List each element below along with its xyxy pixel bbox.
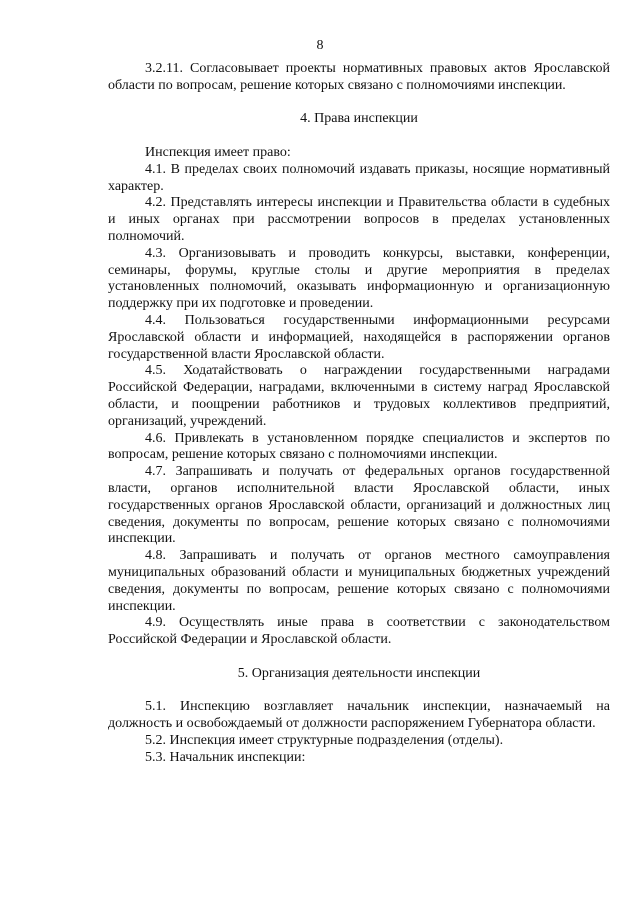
- section-5-heading: 5. Организация деятельности инспекции: [237, 665, 481, 681]
- item-4-6: 4.6. Привлекать в установленном порядке специалистов и экспертов по вопросам, решение которых связано с полномочиями инспекции.: [108, 430, 610, 463]
- paragraph-3-2-11: 3.2.11. Согласовывает проекты нормативных правовых актов Ярославской области по вопросам, решение которых связано с полномочиями инспекции.: [108, 61, 610, 93]
- page-number: 8: [316, 38, 324, 53]
- item-4-1: 4.1. В пределах своих полномочий издавать приказы, носящие нормативный характер.: [108, 161, 610, 194]
- rights-intro: Инспекция имеет право:: [145, 144, 291, 160]
- item-4-9: 4.9. Осуществлять иные права в соответствии с законодательством Российской Федерации и Ярославской области.: [108, 615, 610, 648]
- item-5-3: 5.3. Начальник инспекции:: [145, 749, 306, 765]
- section-4-heading: 4. Права инспекции: [300, 111, 418, 127]
- item-5-1: 5.1. Инспекцию возглавляет начальник инспекции, назначаемый на должность и освобождаемый от должности распоряжением Губернатора области.: [108, 699, 610, 732]
- item-5-2: 5.2. Инспекция имеет структурные подразделения (отделы).: [145, 732, 504, 748]
- document-body: [108, 61, 610, 766]
- item-4-8: 4.8. Запрашивать и получать от органов местного самоуправления муниципальных образований области и муниципальных бюджетных учреждений сведения, документы по вопросам, решение которых связано с полномочиями инспекции.: [108, 548, 610, 614]
- item-4-3: 4.3. Организовывать и проводить конкурсы, выставки, конференции, семинары, форумы, круглые столы и другие мероприятия в пределах установленных полномочий, оказывать информационную и организационную поддержку при их подготовке и проведении.: [108, 245, 610, 312]
- item-4-4: 4.4. Пользоваться государственными информационными ресурсами Ярославской области и информацией, находящейся в распоряжении органов государственной власти Ярославской области.: [108, 312, 610, 362]
- item-4-2: 4.2. Представлять интересы инспекции и Правительства области в судебных и иных органах при рассмотрении вопросов в пределах установленных полномочий.: [108, 195, 610, 244]
- item-4-7: 4.7. Запрашивать и получать от федеральных органов государственной власти, органов исполнительной власти Ярославской области, иных государственных органов Ярославской области, организаций и должностных лиц сведения, документы по вопросам, решение которых связано с полномочиями инспекции.: [108, 464, 610, 547]
- item-4-5: 4.5. Ходатайствовать о награждении государственными наградами Российской Федерации, наградами, включенными в систему наград Ярославской области, и поощрении работников и трудовых коллективов предприятий, организаций, учреждений.: [108, 363, 610, 429]
